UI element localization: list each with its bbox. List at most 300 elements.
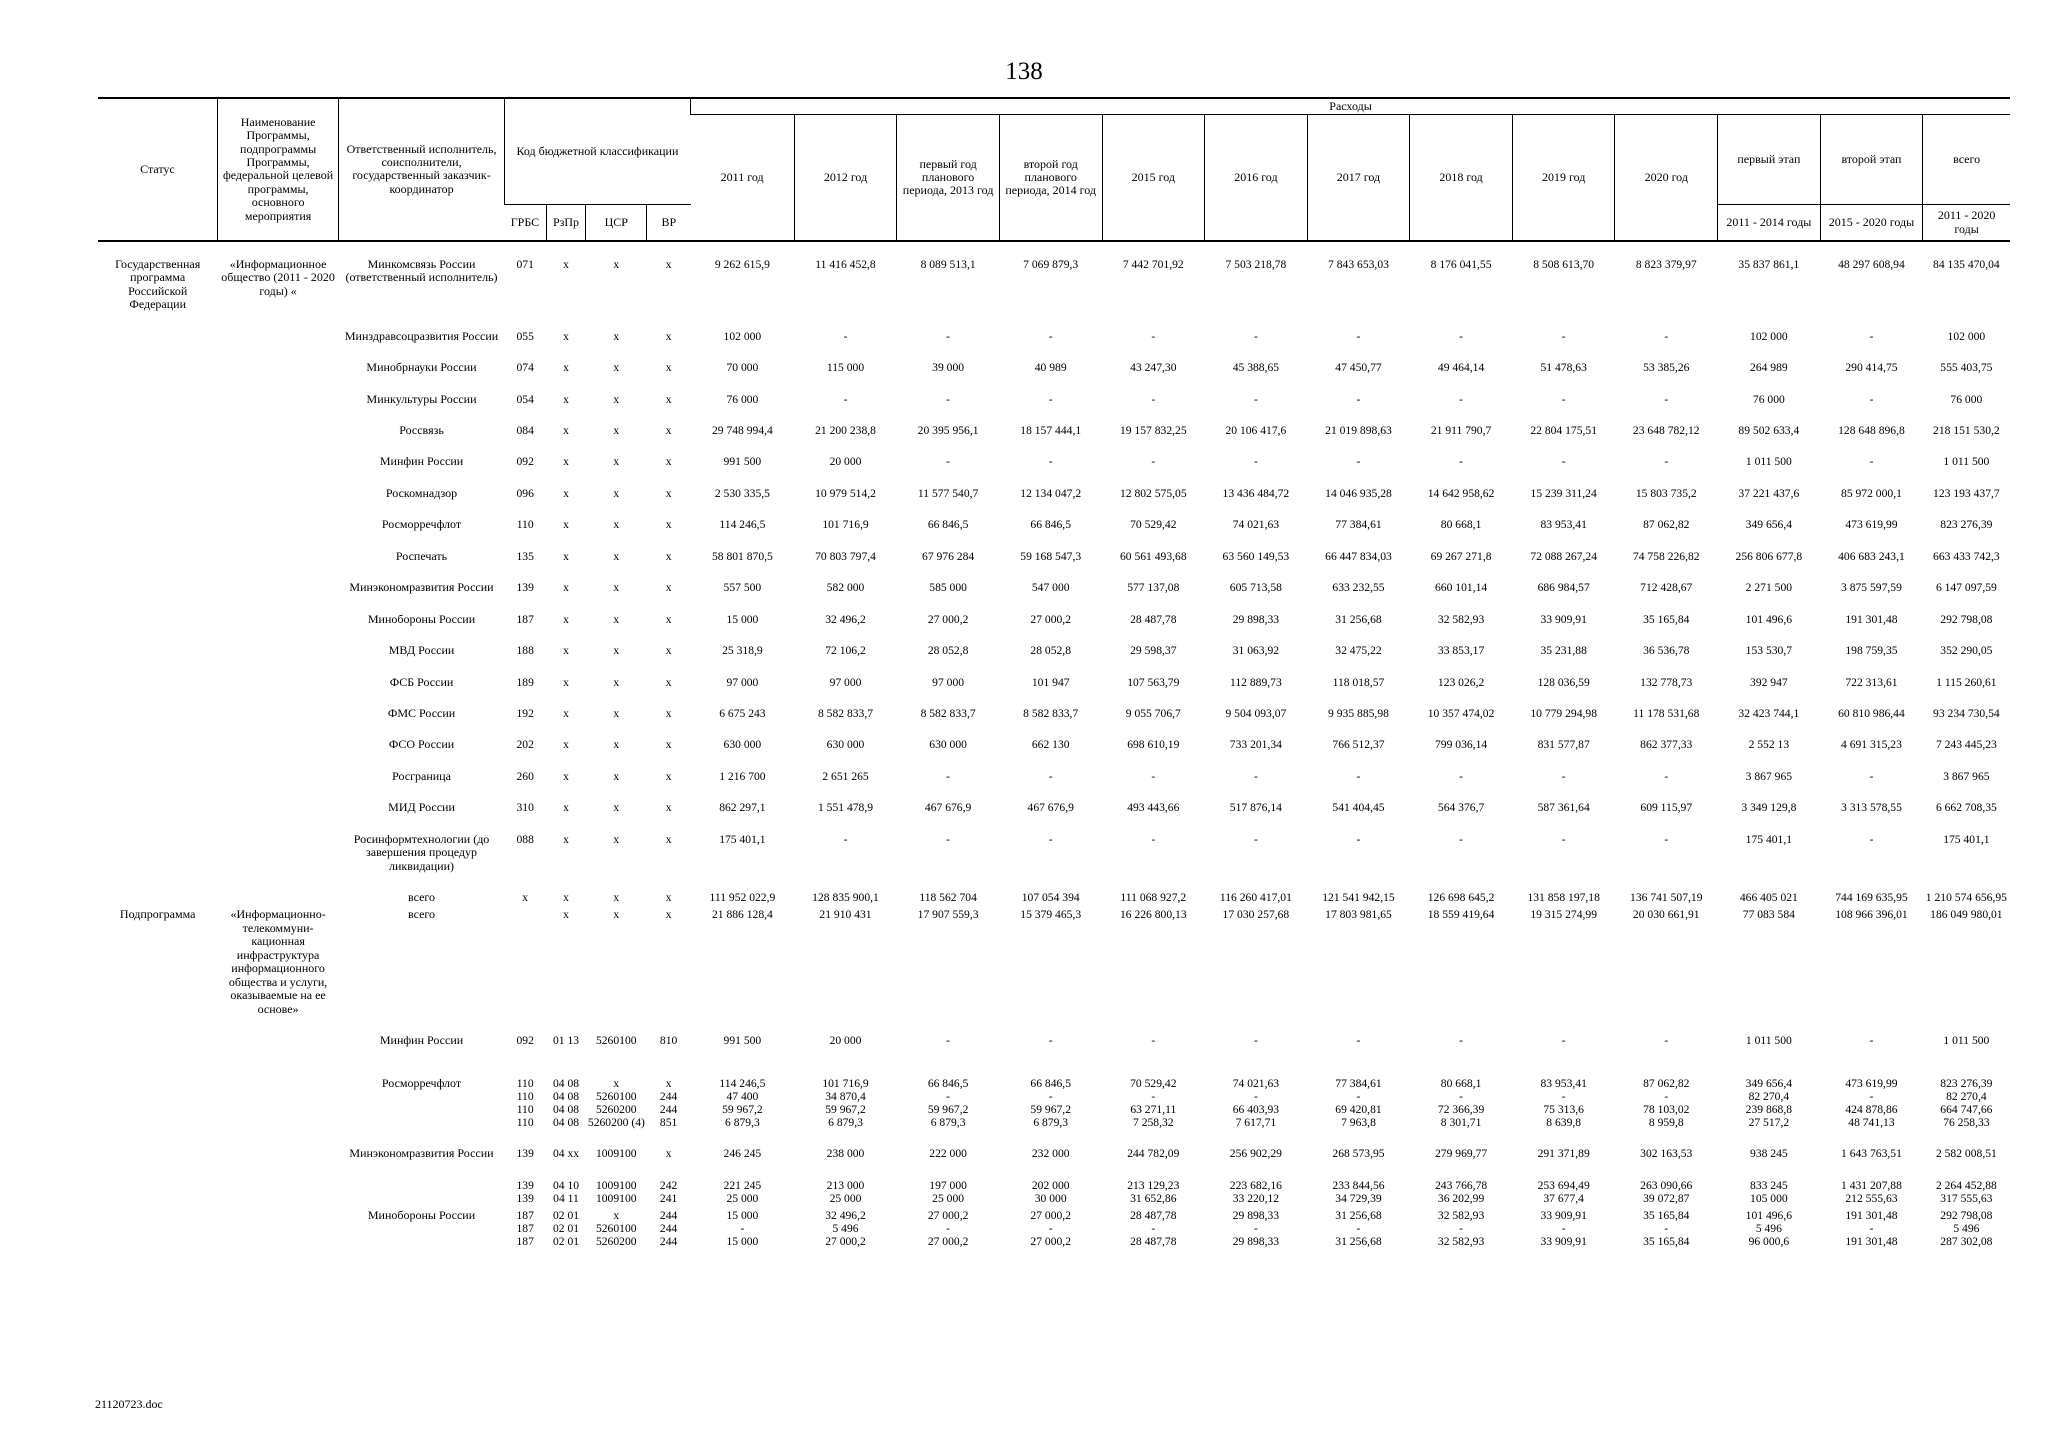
- executor-cell: [339, 406, 504, 437]
- table-body: [98, 241, 2010, 1248]
- value-cell-line: 29 898,33: [1232, 1208, 1280, 1222]
- value-cell-line: 233 844,56: [1332, 1178, 1385, 1192]
- vr-cell-line: 244: [659, 1090, 678, 1104]
- csr-cell-line: х: [613, 738, 620, 752]
- name-cell: [217, 1161, 338, 1205]
- value-cell-line: 279 969,77: [1434, 1147, 1488, 1161]
- value-cell-line: 191 301,48: [1845, 1208, 1898, 1222]
- value-cell: [1410, 904, 1513, 1016]
- value-cell-line: 78 103,02: [1643, 1103, 1690, 1117]
- value-cell-line: -: [1459, 1033, 1464, 1047]
- value-cell-line: -: [1151, 1221, 1156, 1235]
- grbs-cell: [504, 375, 546, 406]
- vr-cell-line: х: [665, 908, 672, 922]
- executor-cell: [339, 873, 504, 904]
- value-cell-line: 128 036,59: [1537, 675, 1590, 689]
- value-cell: [691, 1161, 795, 1205]
- value-cell-line: -: [1253, 832, 1258, 846]
- name-cell: [217, 1016, 338, 1047]
- value-cell-line: 34 729,39: [1335, 1191, 1382, 1205]
- value-cell-line: 63 271,11: [1130, 1103, 1177, 1117]
- value-cell: [1512, 1205, 1615, 1248]
- value-cell-line: 7 442 701,92: [1122, 257, 1184, 271]
- value-cell-line: 102 000: [1947, 329, 1986, 343]
- value-cell-line: 31 063,92: [1232, 644, 1280, 658]
- value-cell: [1923, 406, 2010, 437]
- executor-cell: [339, 783, 504, 814]
- rzpr-cell: [546, 626, 586, 657]
- executor-cell-text: Минфин России: [379, 1032, 464, 1047]
- value-cell: [897, 532, 1000, 563]
- value-cell-line: 116 260 417,01: [1219, 891, 1292, 904]
- grbs-cell-line: 110: [516, 1077, 534, 1091]
- value-cell: [897, 873, 1000, 904]
- vr-cell-line: х: [665, 675, 672, 689]
- value-cell: [794, 375, 897, 406]
- value-cell-line: -: [1561, 1033, 1566, 1047]
- value-cell: [1102, 343, 1205, 374]
- value-cell-line: -: [1253, 1033, 1258, 1047]
- value-cell: [999, 1129, 1102, 1160]
- value-cell: [1615, 626, 1718, 657]
- value-cell-line: 11 577 540,7: [917, 486, 979, 500]
- value-cell-line: 25 000: [829, 1191, 862, 1205]
- value-cell-line: -: [1459, 769, 1464, 783]
- value-cell-line: 32 582,93: [1437, 1208, 1485, 1222]
- value-cell-line: -: [1048, 1221, 1053, 1235]
- value-cell: [1615, 1016, 1718, 1047]
- value-cell: [1923, 343, 2010, 374]
- rzpr-cell-line: 04 10: [552, 1178, 580, 1192]
- value-cell-line: 1 011 500: [1943, 455, 1990, 469]
- executor-cell-text: Минобороны России: [367, 1207, 476, 1222]
- value-cell: [1615, 406, 1718, 437]
- status-cell: [98, 595, 217, 626]
- value-cell: [999, 1205, 1102, 1248]
- value-cell-line: 517 876,14: [1229, 801, 1282, 815]
- csr-cell: [586, 1161, 647, 1205]
- value-cell-line: 47 450,77: [1335, 361, 1382, 375]
- status-cell: [98, 437, 217, 468]
- csr-cell-line: х: [613, 908, 620, 922]
- value-cell-line: 4 691 315,23: [1841, 738, 1902, 752]
- value-cell: [1205, 815, 1308, 873]
- value-cell-line: -: [946, 1090, 951, 1104]
- value-cell: [1512, 1047, 1615, 1129]
- value-cell-line: 585 000: [929, 581, 967, 595]
- table-row: [98, 437, 2010, 468]
- header-rzpr: РзПр: [546, 205, 586, 241]
- vr-cell-line: х: [665, 486, 672, 500]
- value-cell-line: 662 130: [1031, 738, 1070, 752]
- value-cell: [1102, 563, 1205, 594]
- grbs-cell-line: 084: [516, 424, 534, 437]
- value-cell: [1102, 500, 1205, 531]
- grbs-cell-line: 188: [516, 644, 534, 658]
- value-cell-line: 101 496,6: [1745, 612, 1793, 626]
- value-cell-line: -: [946, 392, 951, 406]
- csr-cell-line: х: [613, 1077, 620, 1091]
- csr-cell: [586, 312, 647, 343]
- status-cell: [98, 658, 217, 689]
- value-cell-line: 102 000: [723, 329, 762, 343]
- value-cell-line: 9 935 885,98: [1328, 706, 1389, 720]
- value-cell-line: -: [946, 832, 951, 846]
- rzpr-cell-line: 04 08: [552, 1077, 580, 1091]
- value-cell: [1102, 815, 1205, 873]
- executor-cell: [339, 500, 504, 531]
- value-cell-line: 238 000: [826, 1147, 865, 1161]
- value-cell-line: 27 517,2: [1748, 1116, 1790, 1130]
- vr-cell: [647, 1161, 691, 1205]
- table-row: [98, 406, 2010, 437]
- rzpr-cell: [546, 595, 586, 626]
- header-stage2: второй этап: [1820, 115, 1923, 205]
- value-cell: [1923, 783, 2010, 814]
- status-cell: [98, 343, 217, 374]
- value-cell: [794, 1129, 897, 1160]
- value-cell-line: 107 054 394: [1021, 891, 1080, 904]
- value-cell: [999, 1016, 1102, 1047]
- value-cell-line: 101 716,9: [822, 1077, 869, 1091]
- grbs-cell-line: 192: [516, 706, 534, 720]
- value-cell-line: -: [1356, 1221, 1361, 1235]
- vr-cell-line: х: [665, 581, 672, 595]
- value-cell-line: 101 496,6: [1745, 1208, 1793, 1222]
- csr-cell-line: х: [613, 769, 620, 783]
- value-cell: [691, 873, 795, 904]
- value-cell-line: -: [1459, 1090, 1464, 1104]
- value-cell-line: 582 000: [826, 581, 865, 595]
- value-cell: [1205, 532, 1308, 563]
- value-cell-line: 75 313,6: [1543, 1103, 1584, 1117]
- value-cell: [1718, 658, 1821, 689]
- value-cell: [999, 626, 1102, 657]
- value-cell-line: 686 984,57: [1537, 581, 1590, 595]
- value-cell: [1410, 500, 1513, 531]
- value-cell: [1718, 720, 1821, 751]
- value-cell-line: 7 258,32: [1133, 1116, 1174, 1130]
- value-cell: [1205, 1129, 1308, 1160]
- table-row: [98, 500, 2010, 531]
- vr-cell-line: х: [665, 891, 672, 904]
- csr-cell-line: 5260100: [595, 1221, 637, 1235]
- value-cell-line: 70 529,42: [1130, 1077, 1177, 1091]
- value-cell-line: 131 858 197,18: [1527, 891, 1600, 904]
- value-cell-line: 633 232,55: [1332, 581, 1385, 595]
- value-cell: [1718, 595, 1821, 626]
- value-cell-line: 16 226 800,13: [1119, 908, 1187, 922]
- grbs-cell: [504, 783, 546, 814]
- value-cell: [1205, 1047, 1308, 1129]
- value-cell-line: 14 642 958,62: [1427, 486, 1495, 500]
- value-cell: [1307, 720, 1410, 751]
- status-cell: [98, 563, 217, 594]
- csr-cell-line: х: [613, 706, 620, 720]
- table-row: [98, 1047, 2010, 1129]
- value-cell-line: 20 000: [829, 455, 862, 469]
- value-cell: [691, 689, 795, 720]
- value-cell-line: -: [1151, 455, 1156, 469]
- vr-cell: [647, 406, 691, 437]
- header-2017: 2017 год: [1307, 115, 1410, 241]
- value-cell-line: 128 648 896,8: [1838, 424, 1905, 437]
- header-2016: 2016 год: [1205, 115, 1308, 241]
- status-cell: [98, 1129, 217, 1160]
- value-cell-line: 27 000,2: [927, 1234, 969, 1248]
- value-cell-line: 186 049 980,01: [1930, 908, 2003, 922]
- executor-cell: [339, 626, 504, 657]
- value-cell-line: -: [1151, 392, 1156, 406]
- grbs-cell: [504, 873, 546, 904]
- value-cell-line: 630 000: [723, 738, 762, 752]
- status-cell: [98, 626, 217, 657]
- value-cell: [1718, 783, 1821, 814]
- vr-cell: [647, 873, 691, 904]
- value-cell-line: 20 395 956,1: [917, 424, 979, 437]
- csr-cell-line: х: [613, 612, 620, 626]
- value-cell-line: 114 246,5: [719, 518, 766, 532]
- rzpr-cell: [546, 1047, 586, 1129]
- executor-cell-text: Минобрнауки России: [366, 360, 477, 375]
- vr-cell: [647, 1047, 691, 1129]
- value-cell: [691, 532, 795, 563]
- value-cell: [794, 532, 897, 563]
- value-cell-line: 31 652,86: [1130, 1191, 1177, 1205]
- value-cell: [1307, 469, 1410, 500]
- value-cell: [1205, 375, 1308, 406]
- value-cell-line: 29 898,33: [1232, 1234, 1280, 1248]
- value-cell-line: 12 134 047,2: [1020, 486, 1082, 500]
- value-cell: [1307, 689, 1410, 720]
- value-cell-line: 223 682,16: [1229, 1178, 1282, 1192]
- value-cell: [1410, 343, 1513, 374]
- value-cell-line: 85 972 000,1: [1841, 486, 1902, 500]
- value-cell-line: 8 582 833,7: [1023, 706, 1079, 720]
- table-row: [98, 904, 2010, 1016]
- header-executor: Ответственный исполнитель, соисполнители, государственный заказчик-координатор: [339, 98, 504, 241]
- csr-cell: [586, 375, 647, 406]
- value-cell: [1512, 469, 1615, 500]
- value-cell-line: 39 072,87: [1643, 1191, 1690, 1205]
- header-2015: 2015 год: [1102, 115, 1205, 241]
- value-cell-line: 21 910 431: [819, 908, 872, 922]
- value-cell: [1205, 406, 1308, 437]
- value-cell-line: 105 000: [1750, 1191, 1788, 1205]
- rzpr-cell-line: 04 08: [552, 1116, 580, 1130]
- value-cell-line: 9 262 615,9: [714, 257, 770, 271]
- value-cell-line: -: [843, 329, 848, 343]
- value-cell-line: 25 318,9: [722, 644, 763, 658]
- value-cell: [691, 437, 795, 468]
- executor-cell-text: Минобороны России: [367, 611, 476, 626]
- value-cell: [1205, 783, 1308, 814]
- vr-cell: [647, 689, 691, 720]
- value-cell-line: 111 952 022,9: [709, 891, 776, 904]
- value-cell: [1923, 1161, 2010, 1205]
- table-row: [98, 532, 2010, 563]
- value-cell-line: 74 021,63: [1232, 518, 1280, 532]
- value-cell: [1512, 815, 1615, 873]
- table-row: [98, 1161, 2010, 1205]
- value-cell: [1205, 689, 1308, 720]
- value-cell: [1307, 500, 1410, 531]
- value-cell: [999, 437, 1102, 468]
- value-cell: [1820, 563, 1923, 594]
- value-cell-line: 630 000: [826, 738, 865, 752]
- value-cell-line: 862 377,33: [1640, 738, 1693, 752]
- value-cell-line: -: [1356, 392, 1361, 406]
- vr-cell: [647, 563, 691, 594]
- value-cell: [1718, 873, 1821, 904]
- table-row: [98, 1205, 2010, 1248]
- value-cell: [897, 437, 1000, 468]
- value-cell: [1410, 375, 1513, 406]
- vr-cell: [647, 375, 691, 406]
- value-cell-line: -: [1869, 1033, 1874, 1047]
- value-cell-line: 8 582 833,7: [920, 706, 976, 720]
- value-cell-line: 467 676,9: [924, 801, 972, 815]
- value-cell: [1923, 241, 2010, 312]
- value-cell-line: 8 582 833,7: [817, 706, 874, 720]
- value-cell: [691, 241, 795, 312]
- value-cell-line: 60 561 493,68: [1119, 549, 1187, 563]
- value-cell: [1718, 241, 1821, 312]
- value-cell-line: -: [1869, 832, 1874, 846]
- executor-cell: [339, 1205, 504, 1248]
- value-cell-line: 20 000: [829, 1033, 862, 1047]
- value-cell-line: 19 157 832,25: [1119, 424, 1187, 437]
- rzpr-cell-line: х: [563, 675, 569, 689]
- value-cell-line: -: [946, 329, 951, 343]
- value-cell: [1718, 406, 1821, 437]
- value-cell-line: 87 062,82: [1643, 518, 1690, 532]
- value-cell: [1307, 595, 1410, 626]
- value-cell-line: -: [1253, 455, 1258, 469]
- value-cell-line: 29 748 994,4: [711, 424, 773, 437]
- value-cell-line: 6 879,3: [725, 1116, 760, 1130]
- value-cell: [1923, 469, 2010, 500]
- csr-cell: [586, 1016, 647, 1047]
- name-cell: [217, 1205, 338, 1248]
- value-cell: [691, 626, 795, 657]
- value-cell: [1923, 752, 2010, 783]
- value-cell-line: 8 959,8: [1648, 1116, 1684, 1130]
- csr-cell-line: 5260100: [595, 1090, 637, 1104]
- value-cell-line: 93 234 730,54: [1933, 706, 2000, 720]
- value-cell: [1820, 1205, 1923, 1248]
- value-cell: [1820, 752, 1923, 783]
- value-cell: [897, 1047, 1000, 1129]
- value-cell: [1820, 873, 1923, 904]
- csr-cell-line: х: [613, 832, 620, 846]
- value-cell-line: 67 976 284: [922, 549, 975, 563]
- value-cell-line: 733 201,34: [1229, 738, 1282, 752]
- rzpr-cell-line: 02 01: [552, 1221, 580, 1235]
- value-cell-line: 744 169 635,95: [1835, 891, 1908, 904]
- rzpr-cell-line: х: [563, 257, 569, 271]
- value-cell-line: 244 782,09: [1127, 1147, 1180, 1161]
- value-cell-line: 76 000: [1752, 392, 1785, 406]
- value-cell-line: 7 617,71: [1235, 1116, 1277, 1130]
- value-cell-line: 660 101,14: [1434, 581, 1488, 595]
- executor-cell: [339, 437, 504, 468]
- value-cell: [999, 241, 1102, 312]
- value-cell-line: 83 953,41: [1540, 518, 1587, 532]
- value-cell: [1102, 658, 1205, 689]
- value-cell-line: -: [1253, 769, 1258, 783]
- value-cell-line: 66 846,5: [1030, 518, 1071, 532]
- value-cell: [1102, 595, 1205, 626]
- value-cell: [794, 689, 897, 720]
- value-cell-line: -: [1561, 455, 1566, 469]
- value-cell: [999, 563, 1102, 594]
- status-cell: [98, 241, 217, 312]
- value-cell-line: 136 741 507,19: [1630, 891, 1703, 904]
- rzpr-cell-line: х: [563, 329, 569, 343]
- csr-cell-line: х: [613, 424, 620, 437]
- value-cell: [1923, 904, 2010, 1016]
- status-cell: [98, 312, 217, 343]
- value-cell: [1410, 241, 1513, 312]
- value-cell: [897, 720, 1000, 751]
- value-cell-line: 15 000: [726, 1234, 759, 1248]
- value-cell-line: -: [1048, 392, 1053, 406]
- value-cell: [999, 752, 1102, 783]
- table-row: [98, 1129, 2010, 1160]
- value-cell-line: 467 676,9: [1027, 801, 1074, 815]
- header-stage1: первый этап: [1718, 115, 1821, 205]
- grbs-cell-line: 092: [516, 1033, 534, 1047]
- csr-cell-line: х: [613, 486, 620, 500]
- grbs-cell: [504, 658, 546, 689]
- value-cell: [1307, 658, 1410, 689]
- value-cell-line: -: [1869, 455, 1874, 469]
- value-cell-line: 5 496: [1953, 1221, 1980, 1235]
- value-cell: [1615, 752, 1718, 783]
- value-cell: [1307, 904, 1410, 1016]
- value-cell: [1820, 689, 1923, 720]
- value-cell-line: -: [946, 455, 951, 469]
- value-cell: [794, 720, 897, 751]
- value-cell-line: 587 361,64: [1537, 801, 1590, 815]
- name-cell: [217, 406, 338, 437]
- header-2013: первый год планового периода, 2013 год: [897, 115, 1000, 241]
- value-cell-line: 28 487,78: [1130, 1234, 1177, 1248]
- csr-cell-line: 5260200: [595, 1234, 637, 1248]
- value-cell-line: 35 165,84: [1643, 1208, 1690, 1222]
- executor-cell-text: Росграница: [392, 768, 451, 783]
- grbs-cell-line: 187: [516, 1234, 534, 1248]
- status-cell: [98, 873, 217, 904]
- value-cell-line: 123 193 437,7: [1933, 486, 2000, 500]
- value-cell-line: 191 301,48: [1845, 1234, 1898, 1248]
- vr-cell-line: х: [665, 329, 672, 343]
- grbs-cell-line: 110: [516, 1116, 534, 1130]
- value-cell-line: 3 349 129,8: [1741, 801, 1797, 815]
- vr-cell-line: 244: [659, 1221, 678, 1235]
- status-cell: [98, 815, 217, 873]
- value-cell-line: -: [946, 1221, 951, 1235]
- value-cell-line: 8 823 379,97: [1635, 257, 1697, 271]
- name-cell: [217, 375, 338, 406]
- value-cell-line: 33 909,91: [1540, 1234, 1587, 1248]
- value-cell: [999, 873, 1102, 904]
- value-cell-line: 222 000: [929, 1147, 967, 1161]
- grbs-cell-line: 110: [516, 518, 534, 532]
- value-cell-line: -: [1664, 392, 1669, 406]
- value-cell-line: 25 000: [726, 1191, 759, 1205]
